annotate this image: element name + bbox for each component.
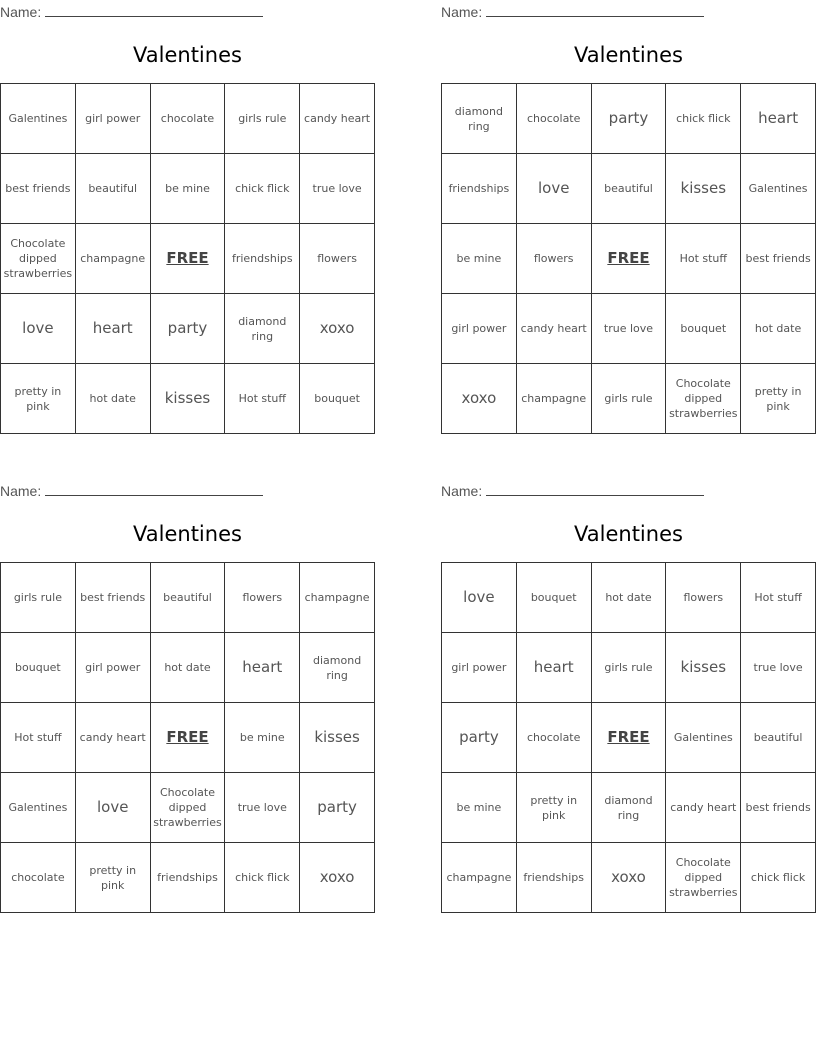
bingo-cell[interactable]: girl power xyxy=(76,633,151,703)
bingo-cell[interactable]: xoxo xyxy=(592,843,667,913)
bingo-cell[interactable]: chick flick xyxy=(666,84,741,154)
bingo-cell[interactable]: Hot stuff xyxy=(1,703,76,773)
bingo-cell[interactable]: Hot stuff xyxy=(666,224,741,294)
bingo-cell[interactable]: heart xyxy=(741,84,816,154)
bingo-cell[interactable]: hot date xyxy=(151,633,226,703)
bingo-cell[interactable]: candy heart xyxy=(666,773,741,843)
bingo-cell[interactable]: diamond ring xyxy=(300,633,375,703)
bingo-cell[interactable]: best friends xyxy=(1,154,76,224)
bingo-cell[interactable]: love xyxy=(442,563,517,633)
bingo-cell[interactable]: xoxo xyxy=(300,294,375,364)
name-line[interactable] xyxy=(45,2,263,17)
bingo-cell[interactable]: hot date xyxy=(592,563,667,633)
bingo-cell[interactable]: diamond ring xyxy=(225,294,300,364)
bingo-card-2 xyxy=(441,0,816,435)
bingo-cell[interactable]: bouquet xyxy=(1,633,76,703)
bingo-cell[interactable]: love xyxy=(1,294,76,364)
bingo-cell[interactable]: champagne xyxy=(442,843,517,913)
bingo-cell[interactable]: hot date xyxy=(76,364,151,434)
bingo-card-4 xyxy=(441,479,816,914)
bingo-grid xyxy=(0,562,375,913)
bingo-cell[interactable]: heart xyxy=(517,633,592,703)
bingo-cell[interactable]: champagne xyxy=(300,563,375,633)
bingo-cell[interactable]: bouquet xyxy=(666,294,741,364)
bingo-cell[interactable]: diamond ring xyxy=(442,84,517,154)
bingo-cell[interactable]: candy heart xyxy=(76,703,151,773)
bingo-cell[interactable]: true love xyxy=(741,633,816,703)
card-title: Valentines xyxy=(133,522,242,546)
bingo-cell[interactable]: girl power xyxy=(442,294,517,364)
name-label: Name: xyxy=(0,4,42,20)
bingo-cell[interactable]: xoxo xyxy=(300,843,375,913)
bingo-cell[interactable]: be mine xyxy=(225,703,300,773)
bingo-cell[interactable]: love xyxy=(517,154,592,224)
bingo-cell[interactable]: true love xyxy=(225,773,300,843)
bingo-cell[interactable]: be mine xyxy=(442,773,517,843)
bingo-cell[interactable]: Chocolate dipped strawberries xyxy=(666,364,741,434)
bingo-cell[interactable]: kisses xyxy=(151,364,226,434)
bingo-cell[interactable]: flowers xyxy=(225,563,300,633)
name-field[interactable] xyxy=(0,481,263,499)
bingo-grid xyxy=(441,562,816,913)
bingo-cell[interactable]: girls rule xyxy=(225,84,300,154)
bingo-cell[interactable]: best friends xyxy=(741,773,816,843)
bingo-cell[interactable]: beautiful xyxy=(76,154,151,224)
bingo-cell[interactable]: bouquet xyxy=(300,364,375,434)
bingo-cell[interactable]: Chocolate dipped strawberries xyxy=(151,773,226,843)
bingo-cell[interactable]: beautiful xyxy=(592,154,667,224)
bingo-cell[interactable]: pretty in pink xyxy=(517,773,592,843)
bingo-cell[interactable]: kisses xyxy=(666,633,741,703)
bingo-cell[interactable]: Galentines xyxy=(741,154,816,224)
bingo-cell[interactable]: chick flick xyxy=(225,154,300,224)
name-line[interactable] xyxy=(486,2,704,17)
bingo-cell[interactable]: Galentines xyxy=(1,84,76,154)
bingo-cell[interactable]: friendships xyxy=(517,843,592,913)
name-line[interactable] xyxy=(486,481,704,496)
bingo-cell[interactable]: beautiful xyxy=(151,563,226,633)
bingo-cell[interactable]: flowers xyxy=(666,563,741,633)
bingo-cell[interactable]: be mine xyxy=(442,224,517,294)
free-space-cell[interactable]: FREE xyxy=(151,224,226,294)
bingo-cell[interactable]: chocolate xyxy=(517,84,592,154)
bingo-cell[interactable]: best friends xyxy=(741,224,816,294)
bingo-cell[interactable]: pretty in pink xyxy=(1,364,76,434)
name-line[interactable] xyxy=(45,481,263,496)
card-title: Valentines xyxy=(133,43,242,67)
bingo-cell[interactable]: true love xyxy=(592,294,667,364)
bingo-cell[interactable]: girl power xyxy=(442,633,517,703)
bingo-cell[interactable]: true love xyxy=(300,154,375,224)
name-field[interactable] xyxy=(441,481,704,499)
bingo-cell[interactable]: pretty in pink xyxy=(741,364,816,434)
name-field[interactable] xyxy=(441,2,704,20)
name-label: Name: xyxy=(0,483,42,499)
bingo-cell[interactable]: girls rule xyxy=(592,364,667,434)
bingo-cell[interactable]: best friends xyxy=(76,563,151,633)
bingo-cell[interactable]: party xyxy=(442,703,517,773)
bingo-cell[interactable]: party xyxy=(592,84,667,154)
bingo-cell[interactable]: heart xyxy=(76,294,151,364)
bingo-cell[interactable]: Hot stuff xyxy=(741,563,816,633)
bingo-grid xyxy=(0,83,375,434)
bingo-cell[interactable]: party xyxy=(300,773,375,843)
bingo-cell[interactable]: friendships xyxy=(151,843,226,913)
bingo-cell[interactable]: friendships xyxy=(225,224,300,294)
name-label: Name: xyxy=(441,4,483,20)
bingo-card-1 xyxy=(0,0,375,435)
bingo-cell[interactable]: girls rule xyxy=(1,563,76,633)
free-space-cell[interactable]: FREE xyxy=(592,224,667,294)
bingo-cell[interactable]: champagne xyxy=(517,364,592,434)
bingo-cell[interactable]: chick flick xyxy=(741,843,816,913)
free-space-cell[interactable]: FREE xyxy=(151,703,226,773)
bingo-cell[interactable]: be mine xyxy=(151,154,226,224)
bingo-cell[interactable]: Chocolate dipped strawberries xyxy=(1,224,76,294)
bingo-cell[interactable]: love xyxy=(76,773,151,843)
bingo-cell[interactable]: Galentines xyxy=(1,773,76,843)
bingo-cell[interactable]: party xyxy=(151,294,226,364)
bingo-cell[interactable]: beautiful xyxy=(741,703,816,773)
bingo-cell[interactable]: chocolate xyxy=(151,84,226,154)
bingo-grid xyxy=(441,83,816,434)
bingo-cell[interactable]: champagne xyxy=(76,224,151,294)
bingo-cell[interactable]: heart xyxy=(225,633,300,703)
name-field[interactable] xyxy=(0,2,263,20)
card-title: Valentines xyxy=(574,522,683,546)
bingo-cell[interactable]: Hot stuff xyxy=(225,364,300,434)
bingo-cell[interactable]: candy heart xyxy=(300,84,375,154)
bingo-cell[interactable]: chocolate xyxy=(1,843,76,913)
bingo-cell[interactable]: pretty in pink xyxy=(76,843,151,913)
bingo-cell[interactable]: Chocolate dipped strawberries xyxy=(666,843,741,913)
bingo-cell[interactable]: flowers xyxy=(300,224,375,294)
bingo-cell[interactable]: candy heart xyxy=(517,294,592,364)
bingo-card-3 xyxy=(0,479,375,914)
bingo-cell[interactable]: girl power xyxy=(76,84,151,154)
bingo-cell[interactable]: diamond ring xyxy=(592,773,667,843)
bingo-cell[interactable]: bouquet xyxy=(517,563,592,633)
bingo-cell[interactable]: kisses xyxy=(666,154,741,224)
bingo-cell[interactable]: xoxo xyxy=(442,364,517,434)
bingo-cell[interactable]: chocolate xyxy=(517,703,592,773)
bingo-cell[interactable]: flowers xyxy=(517,224,592,294)
name-label: Name: xyxy=(441,483,483,499)
bingo-cell[interactable]: kisses xyxy=(300,703,375,773)
bingo-cell[interactable]: friendships xyxy=(442,154,517,224)
bingo-cell[interactable]: Galentines xyxy=(666,703,741,773)
bingo-cell[interactable]: girls rule xyxy=(592,633,667,703)
bingo-cell[interactable]: chick flick xyxy=(225,843,300,913)
bingo-cell[interactable]: hot date xyxy=(741,294,816,364)
free-space-cell[interactable]: FREE xyxy=(592,703,667,773)
card-title: Valentines xyxy=(574,43,683,67)
